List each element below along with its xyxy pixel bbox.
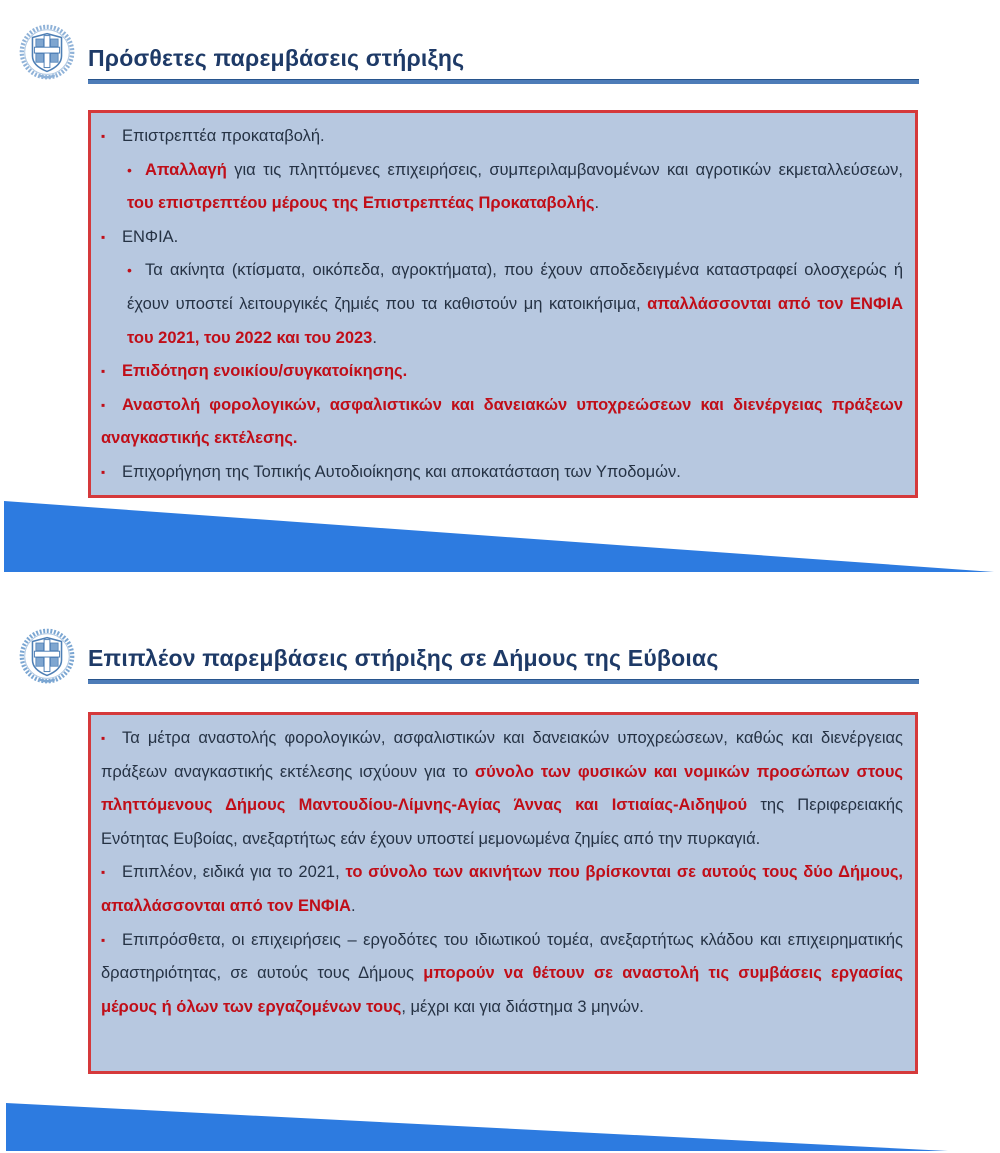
text-segment: Απαλλαγή [145,160,227,179]
slide2-header [88,644,919,684]
text-segment: σύνολο των φυσικών και νομικών προσώπων στους πληττόμενους Δήμους Μαντουδίου-Λίμνης-Αγίας Άννας και Ιστιαίας-Αιδηψού [101,762,903,815]
bullet-item [101,389,903,456]
text-segment: του επιστρεπτέου μέρους της Επιστρεπτέας Προκαταβολής [127,194,595,213]
text-segment: απαλλάσσονται από τον ΕΝΦΙΑ του 2021, του 2022 και του 2023 [127,294,903,347]
text-segment: Τα ακίνητα (κτίσματα, οικόπεδα, αγροκτήματα), που έχουν αποδεδειγμένα καταστραφεί ολοσχερώς ή έχουν υποστεί λειτουργικές ζημιές που τα καθιστούν μη κατοικήσιμα, [127,261,903,313]
text-segment: Επιχορήγηση της Τοπικής Αυτοδιοίκησης και αποκατάσταση των Υποδομών. [122,462,681,481]
content-box [88,712,918,1074]
text-segment: . [594,194,600,213]
title-underline [88,679,919,684]
square-bullet-icon: ▪ [101,129,106,143]
text-segment: Επιπρόσθετα, οι επιχειρήσεις – εργοδότες του ιδιωτικού τομέα, ανεξαρτήτως κλάδου και επιχειρηματικής δραστηριότητας, σε αυτούς τους Δήμους [101,930,903,983]
square-bullet-icon: ▪ [101,731,106,745]
text-segment: ΕΝΦΙΑ. [122,227,179,246]
square-bullet-icon: ▪ [101,364,106,379]
text-segment: , μέχρι και για διάστημα 3 μηνών. [401,997,644,1016]
sub-bullet-item [101,254,903,355]
text-segment: μπορούν να θέτουν σε αναστολή τις συμβάσεις εργασίας μέρους ή όλων των εργαζομένων τους [101,964,903,1016]
content-box [88,110,918,498]
hellenic-republic-emblem-icon [16,22,78,86]
bullet-item [101,456,903,490]
text-segment: . [350,896,356,915]
title-underline [88,79,919,84]
sub-bullet-item [101,154,903,221]
square-bullet-icon: ▪ [101,397,106,412]
slide2-title: Επιπλέον παρεμβάσεις στήριξης σε Δήμους της Εύβοιας [88,645,719,671]
bullet-item [101,120,903,154]
slide1-title: Πρόσθετες παρεμβάσεις στήριξης [88,45,465,71]
text-segment: Αναστολή φορολογικών, ασφαλιστικών και δανειακών υποχρεώσεων και διενέργειας πράξεων αναγκαστικής εκτέλεσης. [101,395,903,448]
square-bullet-icon: ▪ [101,229,106,244]
blue-wedge-decoration [6,1103,948,1153]
hellenic-republic-emblem-icon [16,626,78,690]
text-segment: Επιστρεπτέα προκαταβολή. [122,127,325,145]
square-bullet-icon: ▪ [101,932,106,947]
text-segment: . [372,328,377,347]
text-segment: της Περιφερειακής Ενότητας Ευβοίας, ανεξαρτήτως εάν έχουν υποστεί μεμονωμένα ζημίες από την πυρκαγιά. [101,796,903,848]
text-segment: για τις πληττόμενες επιχειρήσεις, συμπεριλαμβανομένων και αγροτικών εκμεταλλεύσεων, [226,160,903,179]
text-segment: Επιπλέον, ειδικά για το 2021, [122,863,346,882]
bullet-item [101,856,903,923]
text-segment: Επιδότηση ενοικίου/συγκατοίκησης. [122,362,408,381]
blue-wedge-decoration [4,501,994,572]
slide1-header [88,44,919,84]
square-bullet-icon: ▪ [101,865,106,880]
round-bullet-icon: • [127,161,132,178]
bullet-item [101,924,903,1025]
text-segment: το σύνολο των ακινήτων που βρίσκονται σε αυτούς τους δύο Δήμους, απαλλάσσονται από τον ΕΝΦΙΑ [101,863,903,915]
text-segment: Τα μέτρα αναστολής φορολογικών, ασφαλιστικών και δανειακών υποχρεώσεων, καθώς και διενέργειας πράξεων αναγκαστικής εκτέλεσης ισχύουν για το [101,729,903,781]
round-bullet-icon: • [127,262,132,279]
square-bullet-icon: ▪ [101,464,106,479]
bullet-item [101,722,903,856]
bullet-item [101,355,903,389]
bullet-item [101,221,903,255]
